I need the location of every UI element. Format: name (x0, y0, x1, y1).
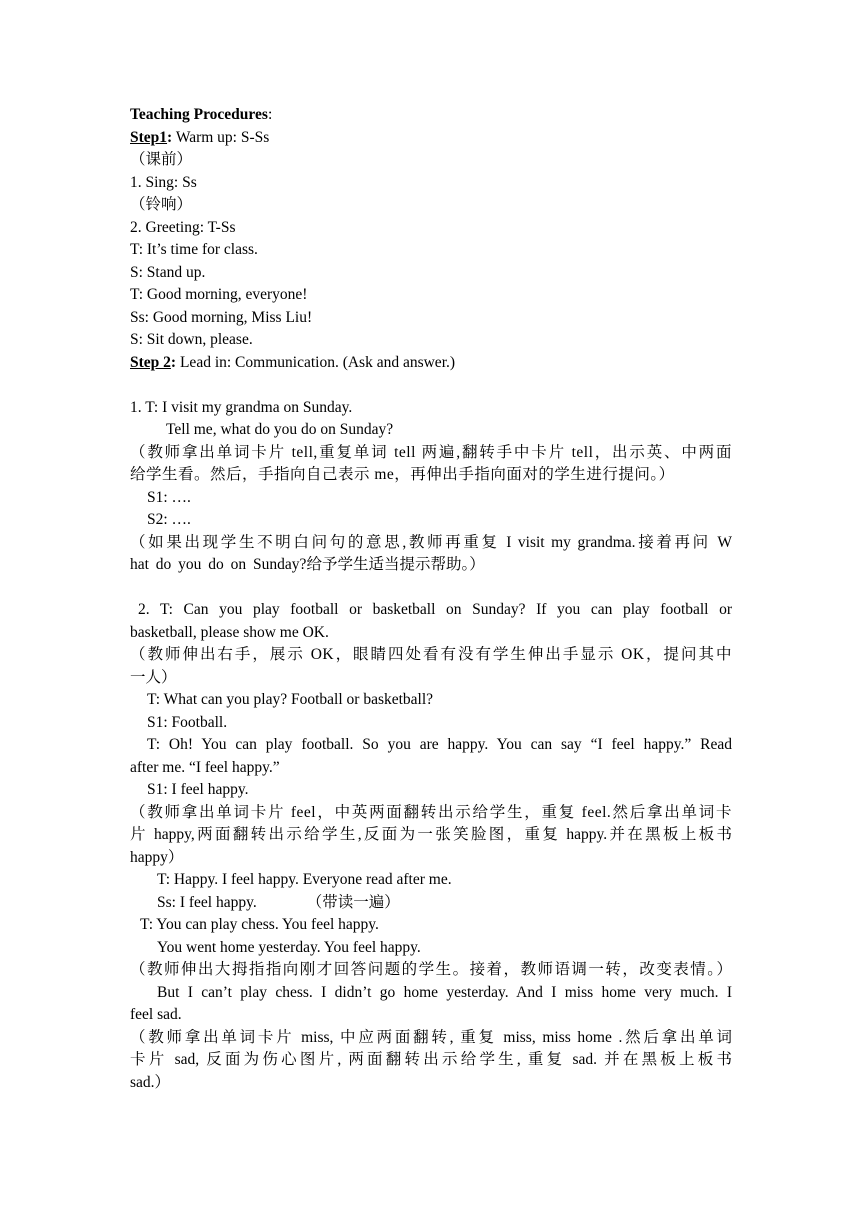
teacher-note: happy） (130, 848, 184, 866)
heading-text: Teaching Procedures (130, 106, 268, 123)
step2-label: Step 2 (130, 353, 171, 371)
document-body (130, 104, 732, 1094)
heading-colon: : (267, 106, 273, 123)
dialogue-line: S1: I feel happy. (147, 781, 249, 798)
blank-line (130, 374, 732, 397)
note-before-class: （课前） (130, 151, 193, 168)
teacher-note: （教师拿出单词卡片 miss, 中应两面翻转, 重复 miss, miss home .然后拿出单词 (130, 1028, 732, 1046)
teacher-note: （带读一遍） (306, 893, 400, 911)
teacher-note: （教师拿出单词卡片 tell,重复单词 tell 两遍,翻转手中卡片 tell，出示英、中两面 (130, 443, 732, 461)
dialogue-line: S1: Football. (147, 713, 228, 731)
dialogue-text: Ss: I feel happy. (157, 893, 257, 911)
dialogue-line: T: What can you play? Football or basketball? (147, 691, 434, 708)
step1-line (130, 127, 732, 150)
dialogue-line: T: Oh! You can play football. So you are happy. You can say “I feel happy.” Read (147, 736, 732, 753)
dialogue-line: But I can’t play chess. I didn’t go home yesterday. And I miss home very much. I (157, 983, 732, 1001)
dialogue-line: T: Good morning, everyone! (130, 286, 308, 303)
dialogue-line: T: Happy. I feel happy. Everyone read after me. (157, 871, 452, 888)
dialogue-line: S: Stand up. (130, 263, 206, 281)
dialogue-line: 1. T: I visit my grandma on Sunday. (130, 398, 353, 416)
dialogue-line: after me. “I feel happy.” (130, 758, 280, 776)
step2-line (130, 352, 732, 375)
teacher-note: 卡片 sad, 反面为伤心图片, 两面翻转出示给学生, 重复 sad. 并在黑板上板书 (130, 1051, 732, 1068)
dialogue-line: You went home yesterday. You feel happy. (157, 938, 421, 956)
note-bell: （铃响） (130, 196, 193, 213)
text-line: 1. Sing: Ss (130, 173, 197, 191)
dialogue-line: basketball, please show me OK. (130, 623, 329, 641)
dialogue-line: T: It’s time for class. (130, 241, 258, 258)
dialogue-line: T: You can play chess. You feel happy. (140, 916, 379, 933)
teacher-note: sad.） (130, 1073, 171, 1091)
dialogue-line: Tell me, what do you do on Sunday? (166, 421, 394, 438)
step1-colon: : (167, 128, 173, 146)
dialogue-line: 2. T: Can you play football or basketball on Sunday? If you can play football or (138, 601, 732, 618)
blank-line (130, 577, 732, 600)
teacher-note: （如果出现学生不明白问句的意思,教师再重复 I visit my grandma.接着再问 W (130, 533, 732, 551)
dialogue-line: S2: …. (147, 511, 191, 528)
step2-text: Lead in: Communication. (Ask and answer.) (176, 353, 456, 371)
step1-text: Warm up: S-Ss (172, 128, 270, 146)
dialogue-line: Ss: Good morning, Miss Liu! (130, 308, 313, 326)
dialogue-line (130, 892, 732, 915)
dialogue-line: S: Sit down, please. (130, 331, 253, 348)
text-line: 2. Greeting: T-Ss (130, 218, 236, 236)
teacher-note: （教师伸出大拇指指向刚才回答问题的学生。接着，教师语调一转，改变表情。） (130, 961, 732, 978)
section-heading (130, 104, 732, 127)
teacher-note: 一人） (130, 668, 177, 686)
teacher-note: hat do you do on Sunday?给予学生适当提示帮助。） (130, 556, 485, 573)
teacher-note: 片 happy,两面翻转出示给学生,反面为一张笑脸图，重复 happy.并在黑板上板书 (130, 826, 732, 843)
step1-label: Step1 (130, 128, 168, 146)
dialogue-line: S1: …. (147, 488, 191, 506)
teacher-note: （教师伸出右手，展示 OK，眼睛四处看有没有学生伸出手显示 OK，提问其中 (130, 646, 732, 663)
teacher-note: 给学生看。然后，手指向自己表示 me，再伸出手指向面对的学生进行提问。） (130, 466, 675, 483)
step2-colon: : (170, 353, 177, 371)
dialogue-line: feel sad. (130, 1006, 182, 1023)
teacher-note: （教师拿出单词卡片 feel，中英两面翻转出示给学生，重复 feel.然后拿出单词卡 (130, 803, 732, 821)
